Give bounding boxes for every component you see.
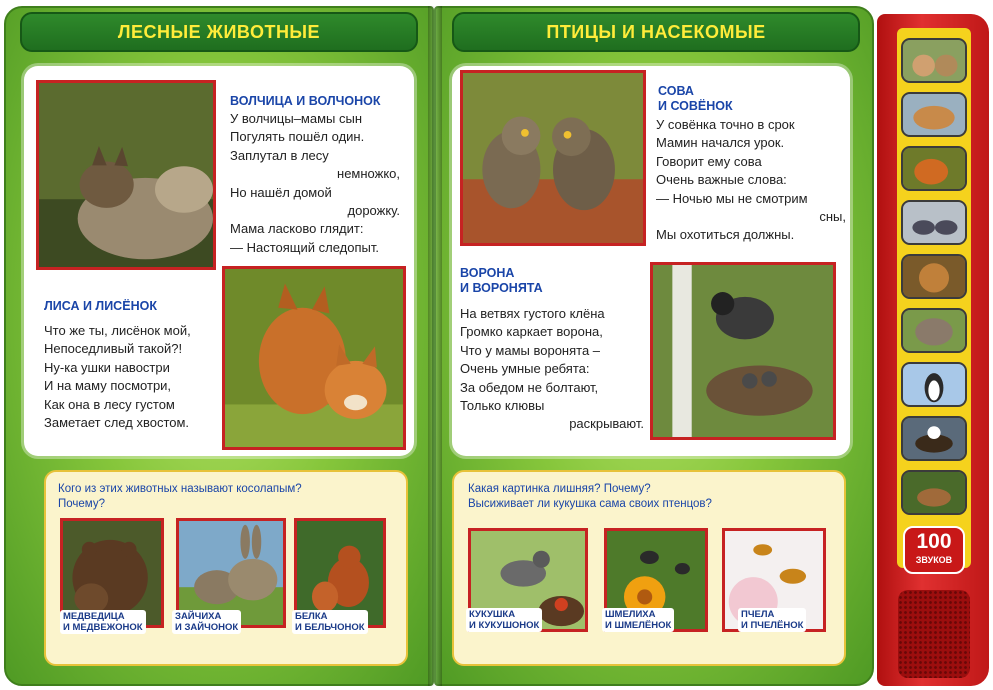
poem-line: Как она в лесу густом xyxy=(44,396,175,412)
poem-line: Ну-ка ушки навостри xyxy=(44,359,170,375)
poem-fox xyxy=(44,322,220,432)
poem-line: У совёнка точно в срок xyxy=(656,117,795,132)
poem-line: Непоседливый такой?! xyxy=(44,341,183,357)
sound-count-badge: 100 ЗВУКОВ xyxy=(903,526,965,574)
poem-line: За обедом не болтают, xyxy=(460,379,599,395)
poem-line: Громко каркает ворона, xyxy=(460,324,603,340)
poem-line: Только клювы xyxy=(460,398,545,414)
poem-line: — Настоящий следопыт. xyxy=(230,239,379,255)
crow-photo xyxy=(650,262,836,440)
poem-title-wolf: ВОЛЧИЦА И ВОЛЧОНОК xyxy=(230,94,381,108)
poem-title-fox: ЛИСА И ЛИСЁНОК xyxy=(44,299,157,313)
poem-line: Говорит ему сова xyxy=(656,153,762,169)
poem-owl xyxy=(656,116,846,245)
owl-photo xyxy=(460,70,646,246)
left-page-header: ЛЕСНЫЕ ЖИВОТНЫЕ xyxy=(20,12,418,52)
elephant-icon[interactable] xyxy=(901,308,967,353)
eagle-icon[interactable] xyxy=(901,416,967,461)
right-page-header: ПТИЦЫ И НАСЕКОМЫЕ xyxy=(452,12,860,52)
poem-line: На ветвях густого клёна xyxy=(460,306,605,321)
poem-crow xyxy=(460,305,644,434)
poem-line: раскрывают. xyxy=(569,416,644,432)
poem-line: Что у мамы воронята – xyxy=(460,342,601,358)
caption-bee: ПЧЕЛА И ПЧЕЛЁНОК xyxy=(738,608,806,632)
poem-wolf xyxy=(230,110,400,257)
poem-line: И на маму посмотри, xyxy=(44,378,172,394)
book-spine xyxy=(428,6,442,686)
caption-bear: МЕДВЕДИЦА И МЕДВЕЖОНОК xyxy=(60,610,146,634)
poem-line: Очень важные слова: xyxy=(656,172,787,188)
poem-line: Погулять пошёл один. xyxy=(230,129,365,145)
lion-icon[interactable] xyxy=(901,254,967,299)
wolf-photo xyxy=(36,80,216,270)
caption-squirrel: БЕЛКА И БЕЛЬЧОНОК xyxy=(292,610,368,634)
poem-line: Мамин начался урок. xyxy=(656,135,785,151)
poem-title-crow: ВОРОНА И ВОРОНЯТА xyxy=(460,266,543,295)
poem-line: Но нашёл домой xyxy=(230,184,332,200)
deer-icon[interactable] xyxy=(901,470,967,515)
fox-photo xyxy=(222,266,406,450)
poem-line: Мама ласково глядит: xyxy=(230,221,364,237)
poem-line: немножко, xyxy=(337,166,400,182)
cow-icon[interactable] xyxy=(901,92,967,137)
poem-line: Очень умные ребята: xyxy=(460,361,590,377)
caption-bumblebee: ШМЕЛИХА И ШМЕЛЁНОК xyxy=(602,608,674,632)
right-question: Какая картинка лишняя? Почему? Высиживает ли кукушка сама своих птенцов? xyxy=(468,483,712,510)
poem-line: сны, xyxy=(819,209,846,225)
poem-line: Заплутал в лесу xyxy=(230,147,329,163)
fox-icon[interactable] xyxy=(901,146,967,191)
penguin-icon[interactable] xyxy=(901,362,967,407)
poem-line: Что же ты, лисёнок мой, xyxy=(44,323,191,338)
cat-icon[interactable] xyxy=(901,38,967,83)
poem-title-owl: СОВА И СОВЁНОК xyxy=(658,84,733,113)
caption-cuckoo: КУКУШКА И КУКУШОНОК xyxy=(466,608,542,632)
caption-hare: ЗАЙЧИХА И ЗАЙЧОНОК xyxy=(172,610,241,634)
poem-line: дорожку. xyxy=(347,203,400,219)
left-question: Кого из этих животных называют косолапым? Почему? xyxy=(58,483,302,510)
poem-line: Заметает след хвостом. xyxy=(44,415,190,431)
goose-icon[interactable] xyxy=(901,200,967,245)
speaker-grille xyxy=(898,590,970,678)
poem-line: — Ночью мы не смотрим xyxy=(656,190,808,206)
poem-line: Мы охотиться должны. xyxy=(656,227,795,243)
poem-line: У волчицы–мамы сын xyxy=(230,111,363,126)
